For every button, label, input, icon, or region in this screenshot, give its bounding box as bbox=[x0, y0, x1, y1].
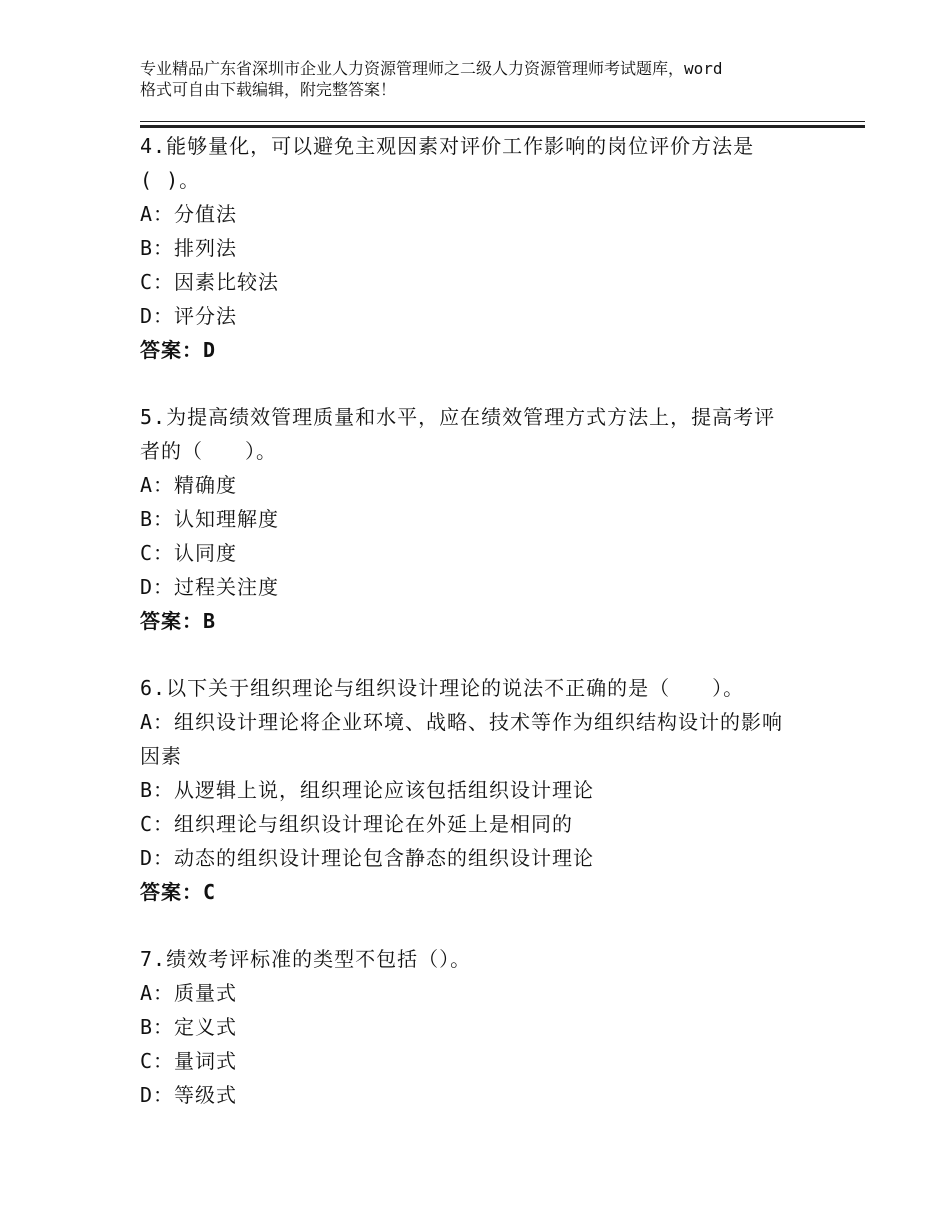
option-a: A：质量式 bbox=[140, 981, 238, 1005]
header-divider-thin bbox=[140, 121, 865, 122]
question-stem: 6.以下关于组织理论与组织设计理论的说法不正确的是（ ）。 bbox=[140, 676, 745, 700]
question-stem: 者的（ ）。 bbox=[140, 439, 277, 463]
option-c: C：认同度 bbox=[140, 541, 238, 565]
header-line-2: 格式可自由下载编辑，附完整答案！ bbox=[140, 80, 397, 99]
question-stem: ( )。 bbox=[140, 168, 201, 192]
question-block bbox=[140, 942, 830, 1112]
question-block bbox=[140, 129, 830, 367]
option-c: C：组织理论与组织设计理论在外延上是相同的 bbox=[140, 812, 574, 836]
option-c: C：因素比较法 bbox=[140, 270, 280, 294]
option-a: A：分值法 bbox=[140, 202, 238, 226]
option-d: D：等级式 bbox=[140, 1083, 238, 1107]
option-d: D：动态的组织设计理论包含静态的组织设计理论 bbox=[140, 846, 595, 870]
option-b: B：定义式 bbox=[140, 1015, 238, 1039]
option-a: A：精确度 bbox=[140, 473, 238, 497]
header-line-1: 专业精品广东省深圳市企业人力资源管理师之二级人力资源管理师考试题库，word bbox=[140, 59, 723, 78]
option-d: D：过程关注度 bbox=[140, 575, 280, 599]
option-a: A：组织设计理论将企业环境、战略、技术等作为组织结构设计的影响 bbox=[140, 710, 784, 734]
question-stem: 7.绩效考评标准的类型不包括（）。 bbox=[140, 947, 472, 971]
option-c: C：量词式 bbox=[140, 1049, 238, 1073]
header-divider-thick bbox=[140, 125, 865, 128]
option-d: D：评分法 bbox=[140, 304, 238, 328]
answer-label: 答案：D bbox=[140, 338, 217, 362]
option-b: B：排列法 bbox=[140, 236, 238, 260]
option-a-continued: 因素 bbox=[140, 744, 182, 768]
option-b: B：从逻辑上说，组织理论应该包括组织设计理论 bbox=[140, 778, 595, 802]
question-block bbox=[140, 400, 830, 638]
answer-label: 答案：C bbox=[140, 880, 217, 904]
option-b: B：认知理解度 bbox=[140, 507, 280, 531]
question-stem: 4.能够量化，可以避免主观因素对评价工作影响的岗位评价方法是 bbox=[140, 134, 755, 158]
question-block bbox=[140, 671, 830, 909]
document-header bbox=[140, 58, 830, 100]
question-stem: 5.为提高绩效管理质量和水平，应在绩效管理方式方法上，提高考评 bbox=[140, 405, 776, 429]
question-list bbox=[140, 129, 830, 1145]
answer-label: 答案：B bbox=[140, 609, 217, 633]
